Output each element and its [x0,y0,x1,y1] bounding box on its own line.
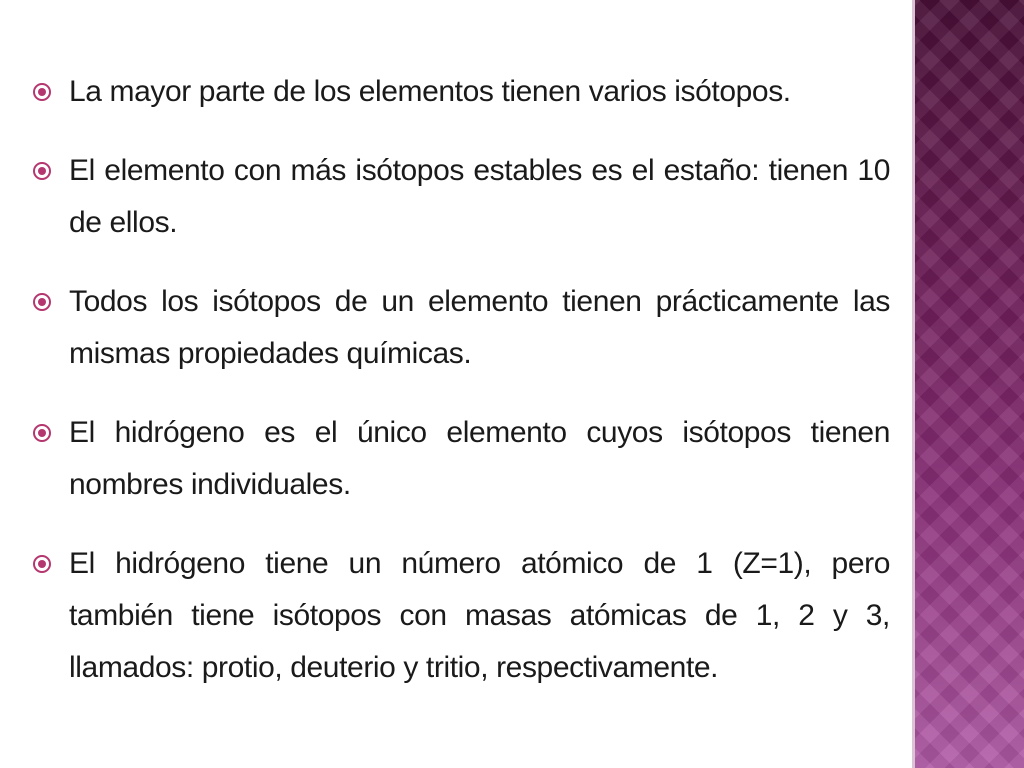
decorative-side-band [912,0,1024,768]
bullet-item [32,276,890,380]
circled-dot-icon [32,554,52,574]
bullet-item [32,66,890,118]
circled-dot-icon [32,161,52,181]
circled-dot-icon [32,82,52,102]
bullet-text: El elemento con más isótopos estables es el estaño: tienen 10 de ellos. [69,154,890,239]
bullet-item [32,538,890,694]
bullet-text: El hidrógeno tiene un número atómico de 1 (Z=1), pero también tiene isótopos con masas atómicas de 1, 2 y 3, llamados: protio, deuterio y tritio, respectivamente. [69,547,890,684]
bullet-text: El hidrógeno es el único elemento cuyos isótopos tienen nombres individuales. [69,416,890,501]
bullet-item [32,145,890,249]
bullet-item [32,407,890,511]
circled-dot-icon [32,292,52,312]
bullet-text: La mayor parte de los elementos tienen varios isótopos. [69,75,791,108]
bullet-list [32,66,890,721]
circled-dot-icon [32,423,52,443]
bullet-text: Todos los isótopos de un elemento tienen prácticamente las mismas propiedades químicas. [69,285,890,370]
